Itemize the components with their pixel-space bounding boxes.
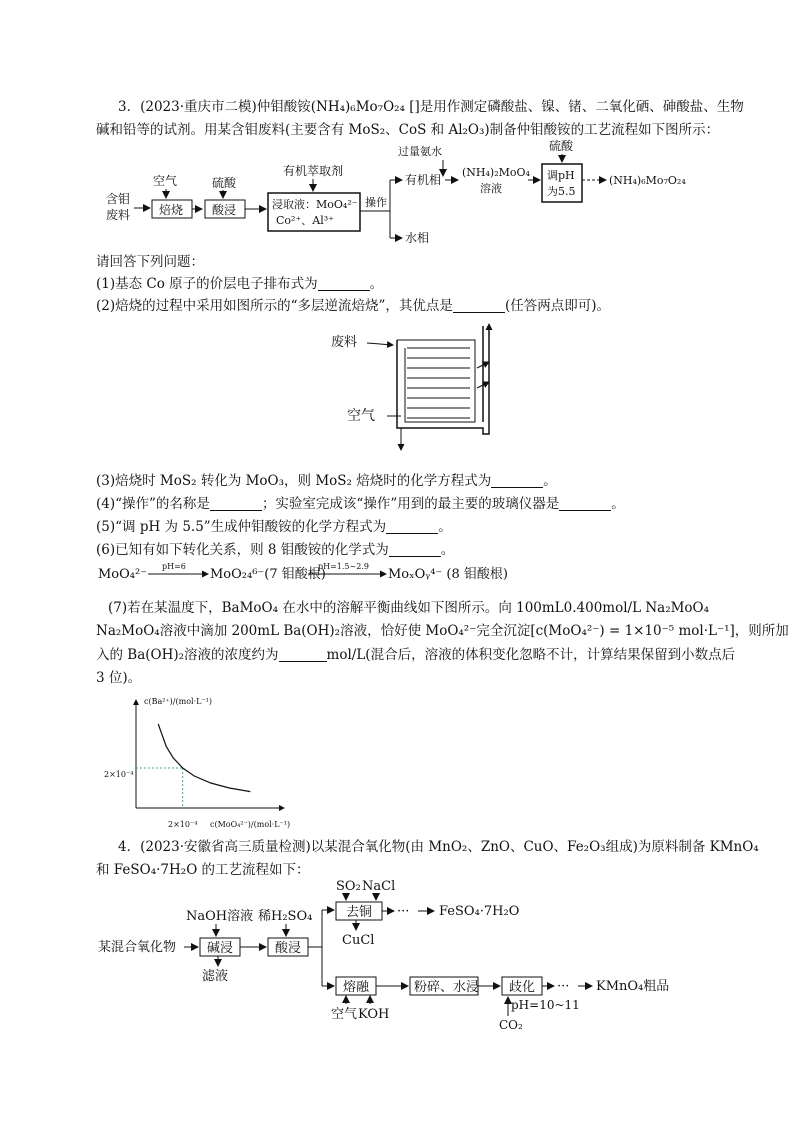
q3-s7-line3a: 入的 Ba(OH)₂溶液的浓度约为 bbox=[96, 647, 279, 663]
q4-koh-label: KOH bbox=[358, 1007, 390, 1022]
flow-ph-line1: 调pH bbox=[547, 169, 575, 182]
q3-answer-prompt: 请回答下列问题： bbox=[96, 254, 204, 270]
q3-s7-line1: (7)若在某温度下，BaMoO₄ 在水中的溶解平衡曲线如下图所示。向 100mL0.400mol/L Na₂MoO₄ bbox=[108, 600, 710, 616]
q3-s2-blank[interactable] bbox=[453, 298, 505, 313]
flow-solution-line1: (NH₄)₂MoO₄ bbox=[462, 166, 530, 179]
q3-s2-text: (2)焙烧的过程中采用如图所示的“多层逆流焙烧”，其优点是 bbox=[96, 298, 453, 314]
q3-s6-blank[interactable] bbox=[389, 542, 441, 557]
conv-end: MoₓOᵧ⁴⁻ (8 钼酸根) bbox=[388, 567, 508, 582]
q4-so2-label: SO₂ bbox=[336, 879, 361, 894]
q3-s7-condition: c(MoO₄²⁻) = 1×10⁻⁵ mol·L⁻¹ bbox=[535, 623, 730, 639]
q3-s6-text: (6)已知有如下转化关系，则 8 钼酸铵的化学式为 bbox=[96, 542, 389, 558]
q4-melt-label: 熔融 bbox=[343, 980, 370, 995]
q3-s5-blank[interactable] bbox=[386, 519, 438, 534]
q3-s2 bbox=[96, 296, 610, 316]
chart-xlabel: c(MoO₄²⁻)/(mol·L⁻¹) bbox=[210, 820, 291, 829]
flow-leachate-line2: Co²⁺、Al³⁺ bbox=[276, 214, 334, 227]
flow-organic-label: 有机相 bbox=[405, 173, 442, 187]
furnace-air-label: 空气 bbox=[347, 408, 375, 424]
chart-ylabel: c(Ba²⁺)/(mol·L⁻¹) bbox=[144, 697, 212, 706]
q4-kmno4-label: KMnO₄粗品 bbox=[596, 979, 670, 994]
q3-s7-blank[interactable] bbox=[279, 647, 327, 662]
q4-cucl-label: CuCl bbox=[342, 933, 375, 948]
q3-s3: (3)焙烧时 MoS₂ 转化为 MoO₃，则 MoS₂ 焙烧时的化学方程式为 。 bbox=[96, 473, 557, 489]
q3-s4-blank1[interactable] bbox=[210, 496, 262, 511]
q3-s7-line3b: mol/L(混合后，溶液的体积变化忽略不计，计算结果保留到小数点后 bbox=[326, 647, 736, 663]
q3-s3-text: (3)焙烧时 MoS₂ 转化为 MoO₃，则 MoS₂ 焙烧时的化学方程式为 bbox=[96, 473, 492, 489]
q3-s1-blank[interactable] bbox=[318, 276, 370, 291]
flow-aqueous-label: 水相 bbox=[405, 231, 430, 245]
q4-dots2: ··· bbox=[557, 979, 570, 994]
flow-waste-line1: 含钼 bbox=[106, 192, 131, 206]
q4-dots1: ··· bbox=[397, 904, 410, 919]
q3-s2-tail: (任答两点即可)。 bbox=[504, 298, 610, 314]
chart-series-line bbox=[158, 724, 250, 792]
q4-ph-label: pH=10~11 bbox=[511, 998, 580, 1012]
furnace-waste-label: 废料 bbox=[331, 335, 358, 350]
q3-s4-blank2[interactable] bbox=[559, 496, 611, 511]
flow-ammonia-label: 过量氨水 bbox=[398, 145, 442, 158]
q3-s7-line4: 3 位)。 bbox=[96, 670, 142, 686]
q3-s5: (5)“调 pH 为 5.5”生成仲钼酸铵的化学方程式为 。 bbox=[96, 519, 452, 535]
q4-acid-leach-label: 酸浸 bbox=[275, 941, 302, 956]
flow-product-label: (NH₄)₆Mo₇O₂₄ bbox=[609, 174, 686, 187]
q4-crush-label: 粉碎、水浸 bbox=[414, 980, 480, 995]
q3-s4-text2: ；实验室完成该“操作”用到的最主要的玻璃仪器是 bbox=[261, 496, 560, 512]
flow-acid-leach-label: 酸浸 bbox=[212, 203, 237, 217]
flow-extractant-label: 有机萃取剂 bbox=[283, 164, 344, 178]
q3-s1-text: (1)基态 Co 原子的价层电子排布式为 bbox=[96, 276, 318, 292]
flow-waste-line2: 废料 bbox=[106, 208, 131, 222]
q4-process-flow bbox=[96, 878, 716, 1032]
q4-raw-label: 某混合氧化物 bbox=[98, 940, 177, 955]
flow-sulfuric-label: 硫酸 bbox=[549, 139, 574, 153]
conv-start: MoO₄²⁻ bbox=[98, 567, 148, 582]
q3-s1: (1)基态 Co 原子的价层电子排布式为 。 bbox=[96, 276, 384, 292]
q3-s7-line2c: ]，则所加 bbox=[729, 623, 789, 639]
q4-nacl-label: NaCl bbox=[362, 879, 396, 894]
furnace-diagram bbox=[325, 318, 525, 458]
q4-acidify-label: 歧化 bbox=[509, 980, 536, 995]
conv-arrow1-label: pH=6 bbox=[162, 562, 186, 571]
q4-naoh-label: NaOH溶液 bbox=[186, 909, 254, 924]
q3-s7-line3 bbox=[96, 645, 735, 665]
q4-co2-label: CO₂ bbox=[499, 1018, 523, 1032]
q3-s7-line2a: Na₂MoO₄溶液中滴加 200mL Ba(OH)₂溶液，恰好使 MoO₄²⁻完全沉淀[ bbox=[96, 623, 536, 639]
q3-s4-text: (4)“操作”的名称是 bbox=[96, 496, 210, 512]
conv-arrow2-label: pH=1.5~2.9 bbox=[318, 562, 369, 571]
q4-dilute-acid-label: 稀H₂SO₄ bbox=[258, 909, 313, 924]
conv-mid: MoO₂₄⁶⁻(7 钼酸根) bbox=[210, 567, 326, 582]
flow-operation-label: 操作 bbox=[365, 196, 387, 209]
flow-air-label: 空气 bbox=[153, 174, 178, 188]
chart-x-tick: 2×10⁻⁴ bbox=[168, 820, 198, 829]
conversion-chain bbox=[96, 561, 516, 587]
flow-solution-line2: 溶液 bbox=[480, 182, 502, 195]
q3-intro-line1: 3．(2023·重庆市二模)仲钼酸铵(NH₄)₆Mo₇O₂₄ []是用作测定磷酸盐、镍、锗、二氧化硒、砷酸盐、生物 bbox=[118, 99, 744, 115]
q4-feso4-label: FeSO₄·7H₂O bbox=[439, 904, 520, 919]
q4-intro-line2: 和 FeSO₄·7H₂O 的工艺流程如下： bbox=[96, 862, 310, 878]
q3-s3-blank[interactable] bbox=[491, 473, 543, 488]
q4-remove-cu-label: 去铜 bbox=[346, 905, 373, 920]
q4-filtrate-label: 滤液 bbox=[202, 969, 229, 984]
q3-s6: (6)已知有如下转化关系，则 8 钼酸铵的化学式为 。 bbox=[96, 542, 455, 558]
q3-intro-line2: 碱和铅等的试剂。用某含钼废料(主要含有 MoS₂、CoS 和 Al₂O₃)制备仲钼酸铵的工艺流程如下图所示： bbox=[96, 122, 720, 138]
q3-s7-line2 bbox=[96, 621, 789, 641]
solubility-chart bbox=[104, 690, 304, 835]
q3-process-flow bbox=[0, 138, 800, 248]
q4-alkali-leach-label: 碱浸 bbox=[207, 941, 234, 956]
flow-ph-line2: 为5.5 bbox=[547, 185, 576, 198]
chart-y-tick: 2×10⁻⁴ bbox=[104, 770, 134, 779]
q4-air-label: 空气 bbox=[331, 1007, 358, 1022]
q3-s5-text: (5)“调 pH 为 5.5”生成仲钼酸铵的化学方程式为 bbox=[96, 519, 387, 535]
flow-leachate-line1: 浸取液：MoO₄²⁻ bbox=[272, 198, 358, 211]
q3-s4: (4)“操作”的名称是 ；实验室完成该“操作”用到的最主要的玻璃仪器是 。 bbox=[96, 496, 625, 512]
q4-intro-line1: 4．(2023·安徽省高三质量检测)以某混合氧化物(由 MnO₂、ZnO、CuO、Fe₂O₃组成)为原料制备 KMnO₄ bbox=[118, 839, 759, 855]
flow-acid-label: 硫酸 bbox=[212, 176, 237, 190]
flow-roast-label: 焙烧 bbox=[159, 203, 184, 217]
